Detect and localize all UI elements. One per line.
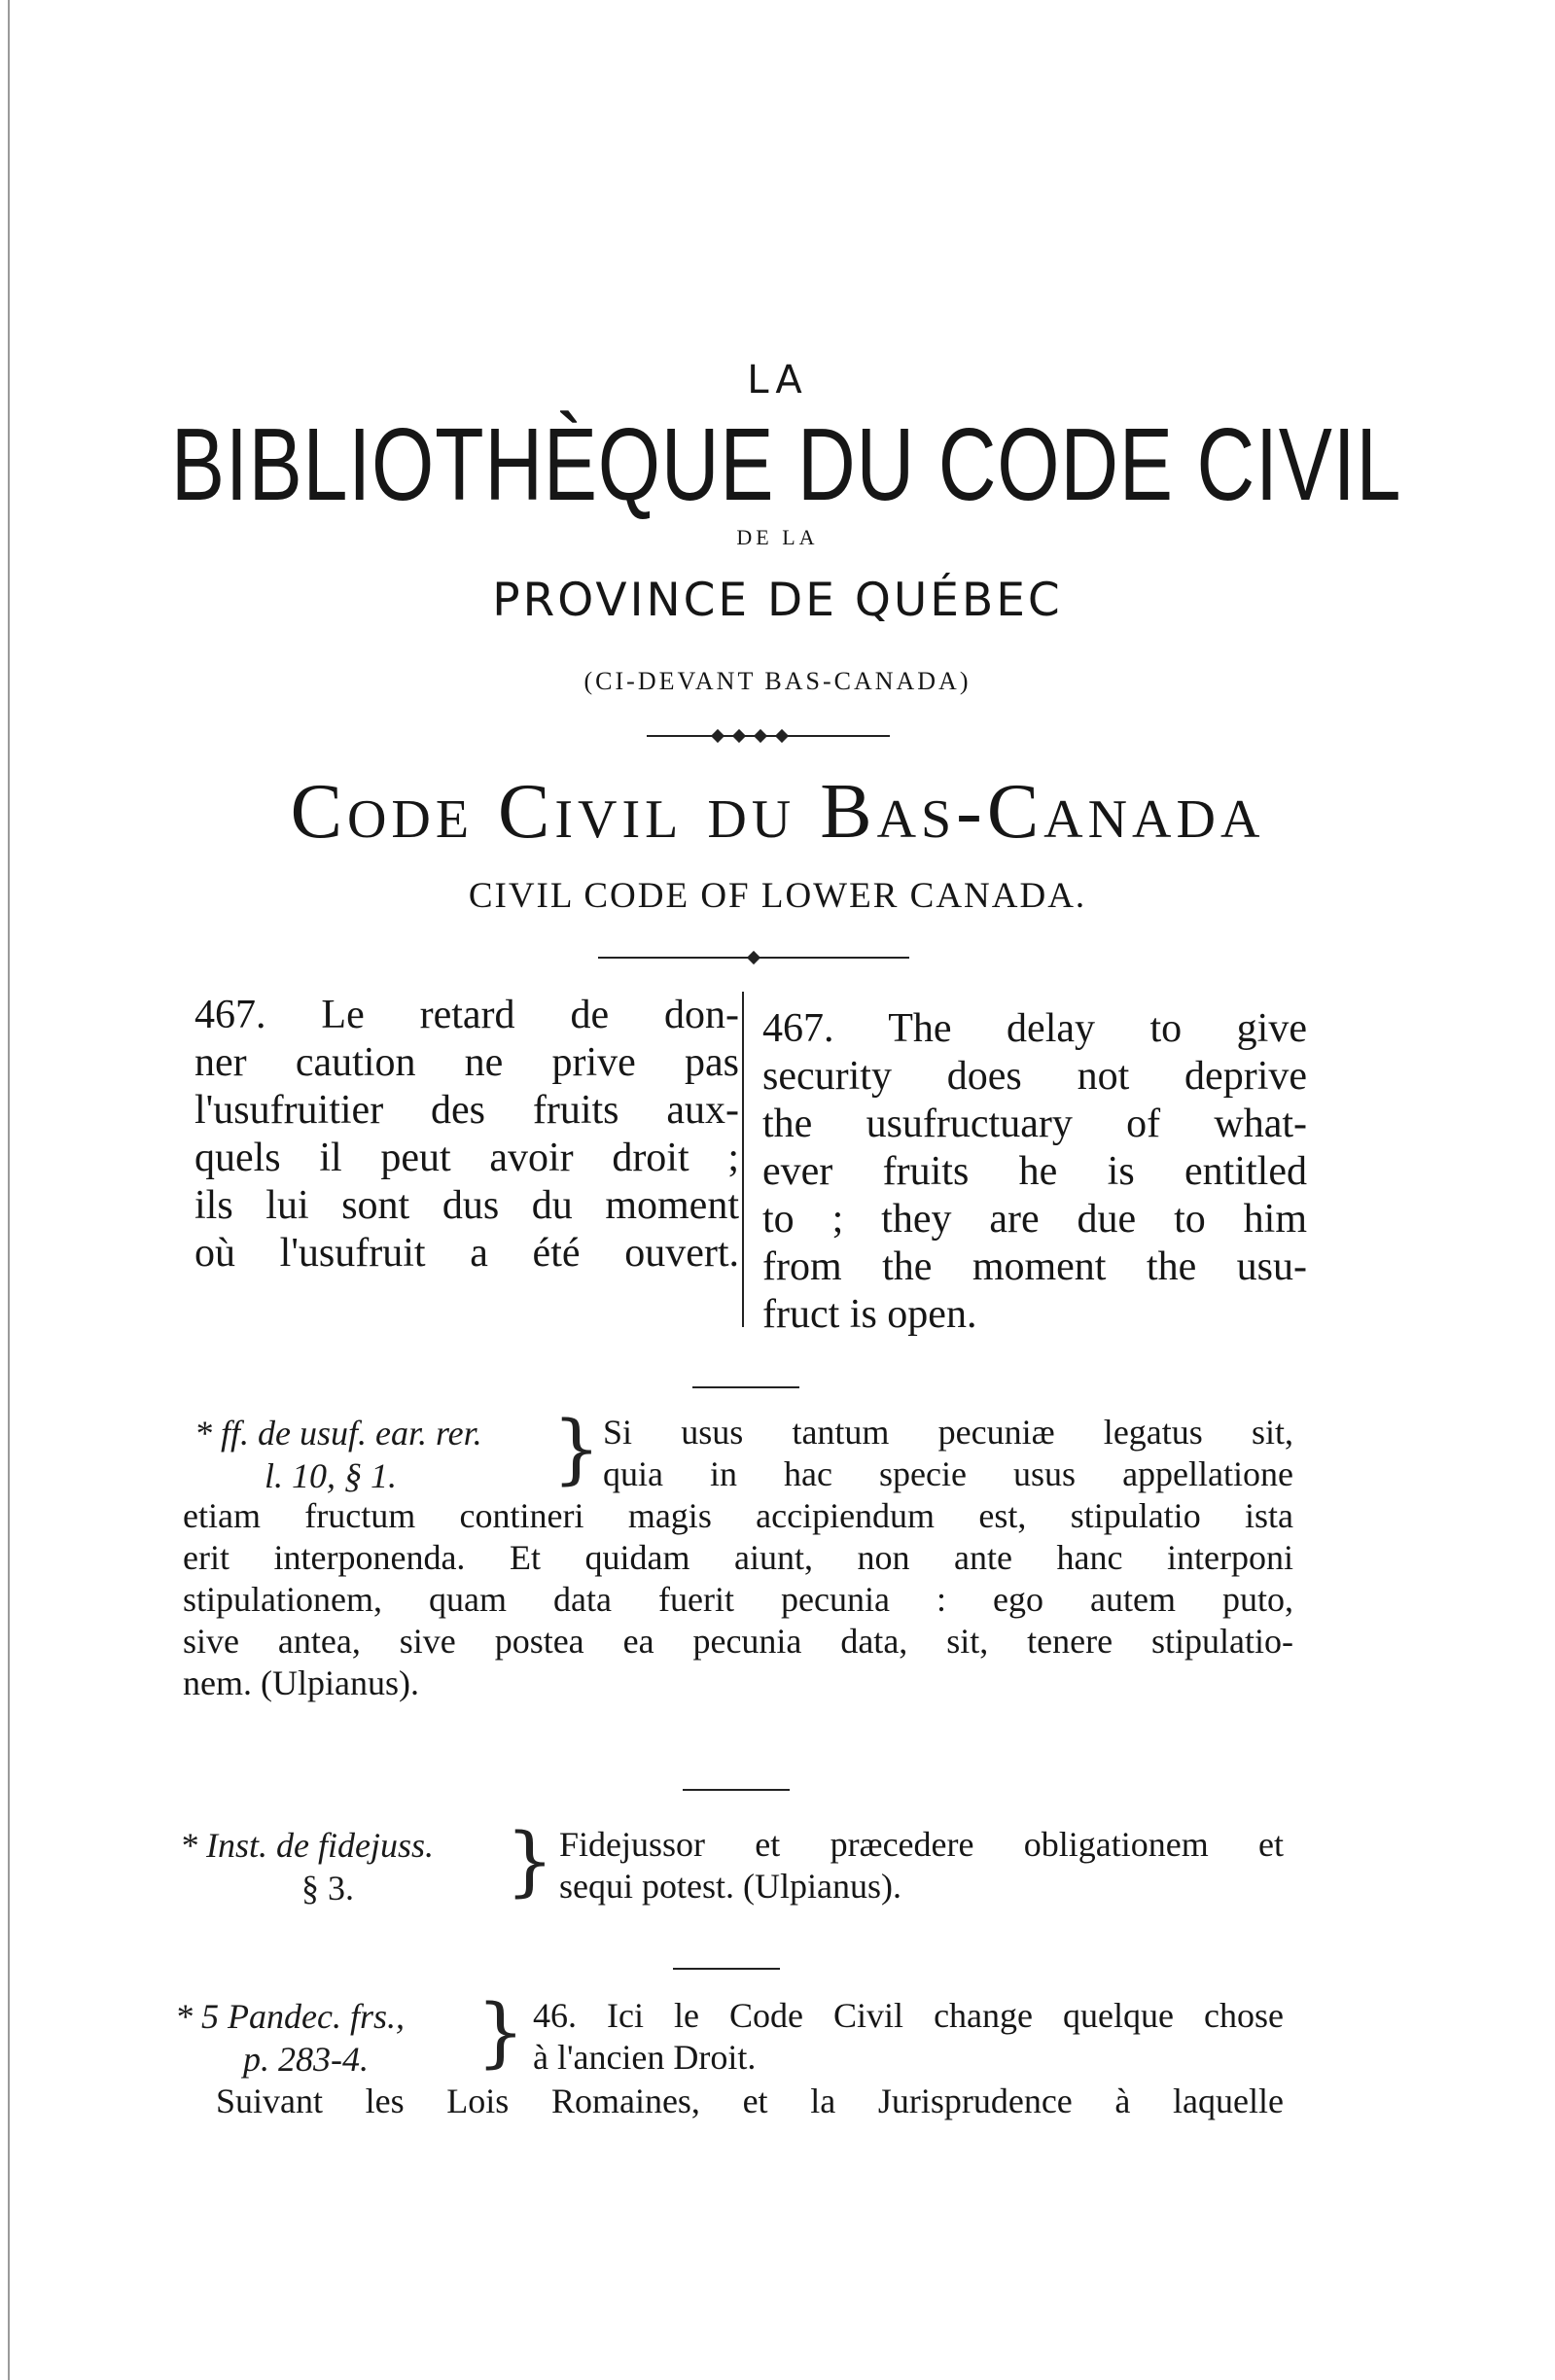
note-line: quia in hac specie usus appellatione [603, 1454, 1293, 1493]
note-ref: § 3. [301, 1869, 354, 1908]
note-line: à l'ancien Droit. [533, 2038, 757, 2077]
note-line: sequi potest. (Ulpianus). [559, 1867, 901, 1906]
header-province: PROVINCE DE QUÉBEC [492, 574, 1063, 627]
note-ref: * 5 Pandec. frs., [175, 1997, 405, 2036]
code-title-french: Code Civil du Bas-Canada [290, 769, 1265, 855]
french-line: 467. Le retard de don- [194, 993, 739, 1037]
french-line: quels il peut avoir droit ; [194, 1136, 739, 1180]
note-line: etiam fructum contineri magis accipiendum est, stipulatio ista [183, 1496, 1293, 1535]
note-3-ref-line2 [243, 2038, 369, 2081]
note-3-body [216, 2081, 1284, 2122]
ornament-diamond-5 [747, 951, 760, 964]
note-line: Si usus tantum pecuniæ legatus sit, [603, 1413, 1293, 1452]
note-line: sive antea, sive postea ea pecunia data, sit, tenere stipulatio- [183, 1622, 1293, 1661]
ornament-rule-1 [647, 735, 890, 737]
note-ref: * Inst. de fidejuss. [180, 1826, 434, 1865]
english-line: to ; they are due to him [762, 1197, 1307, 1242]
article-french [194, 992, 739, 1278]
ornament-diamond-4 [775, 729, 789, 743]
section-rule-1 [692, 1386, 799, 1388]
note-ref: l. 10, § 1. [265, 1456, 398, 1495]
note-2-brace: } [506, 1818, 554, 1906]
note-1-body [183, 1495, 1293, 1704]
code-title-english: CIVIL CODE OF LOWER CANADA. [468, 876, 1087, 916]
section-rule-2 [683, 1789, 790, 1791]
article-english [762, 1005, 1307, 1339]
ornament-diamond-1 [711, 729, 724, 743]
note-3-ref-line1 [175, 1995, 405, 2038]
note-1-lead [603, 1412, 1293, 1495]
book-title: BIBLIOTHÈQUE DU CODE CIVIL [170, 407, 1402, 522]
french-line: ils lui sont dus du moment [194, 1183, 739, 1228]
note-1-ref-line1 [194, 1412, 482, 1454]
english-line: fruct is open. [762, 1292, 977, 1337]
note-2-lead [559, 1824, 1284, 1908]
note-2-ref-line2 [301, 1867, 354, 1909]
english-line: the usufructuary of what- [762, 1102, 1307, 1146]
note-1-ref-line2 [265, 1454, 397, 1497]
french-line: l'usufruitier des fruits aux- [194, 1088, 739, 1133]
header-la: LA [747, 358, 808, 402]
note-line: erit interponenda. Et quidam aiunt, non ante hanc interponi [183, 1538, 1293, 1577]
english-line: 467. The delay to give [762, 1006, 1307, 1051]
english-line: from the moment the usu- [762, 1244, 1307, 1289]
note-3-brace: } [477, 1989, 525, 2077]
ornament-diamond-2 [732, 729, 746, 743]
note-line: 46. Ici le Code Civil change quelque chose [533, 1996, 1284, 2035]
french-line: où l'usufruit a été ouvert. [194, 1231, 739, 1276]
english-line: security does not deprive [762, 1054, 1307, 1099]
note-3-lead [533, 1995, 1284, 2079]
note-line: Suivant les Lois Romaines, et la Jurisprudence à laquelle [216, 2082, 1284, 2120]
note-ref: * ff. de usuf. ear. rer. [194, 1414, 482, 1452]
french-line: ner caution ne prive pas [194, 1040, 739, 1085]
header-de-la: DE LA [736, 525, 819, 549]
note-ref: p. 283-4. [243, 2040, 369, 2079]
note-line: stipulationem, quam data fuerit pecunia : ego autem puto, [183, 1580, 1293, 1619]
english-line: ever fruits he is entitled [762, 1149, 1307, 1194]
column-divider [742, 992, 744, 1327]
section-rule-3 [673, 1968, 780, 1970]
ornament-diamond-3 [754, 729, 767, 743]
note-2-ref-line1 [180, 1824, 434, 1867]
note-1-brace: } [552, 1406, 601, 1493]
header-ci-devant: (CI-DEVANT BAS-CANADA) [583, 667, 972, 695]
note-line: nem. (Ulpianus). [183, 1663, 419, 1702]
note-line: Fidejussor et præcedere obligationem et [559, 1825, 1284, 1864]
